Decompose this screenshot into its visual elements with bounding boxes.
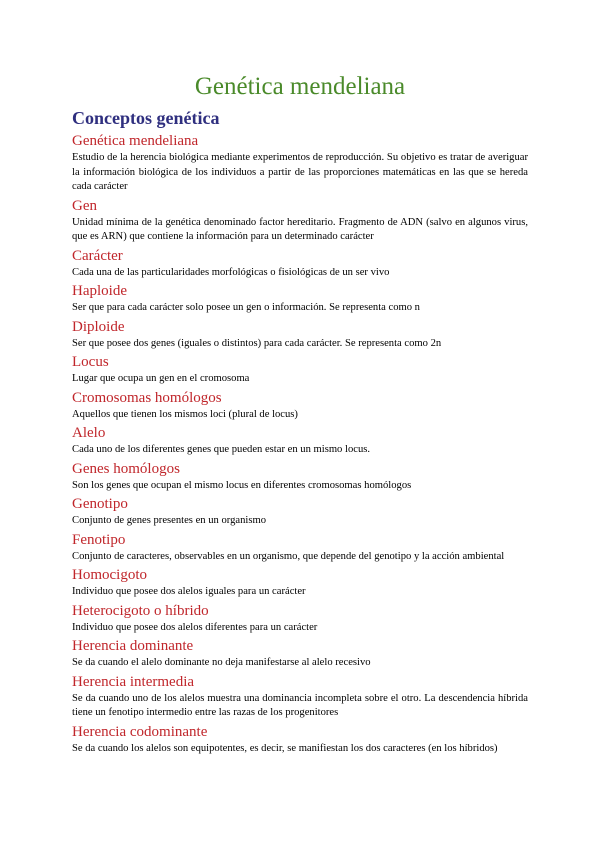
entry (72, 673, 528, 721)
term-heading: Genotipo (72, 496, 128, 512)
term-heading: Homocigoto (72, 567, 147, 583)
entry (72, 723, 528, 757)
term-definition: Cada uno de los diferentes genes que pueden estar en un mismo locus. (72, 444, 371, 455)
entry (72, 389, 528, 423)
term-definition: Individuo que posee dos alelos diferentes para un carácter (72, 621, 318, 633)
term-definition: Son los genes que ocupan el mismo locus en diferentes cromosomas homólogos (72, 479, 412, 491)
term-heading: Genes homólogos (72, 460, 180, 477)
entry (72, 531, 528, 565)
page-title: Genética mendeliana (194, 73, 406, 100)
document-page (72, 70, 528, 758)
entry (72, 197, 528, 245)
term-definition: Aquellos que tienen los mismos loci (plural de locus) (72, 408, 298, 420)
entry (72, 602, 528, 636)
entry (72, 495, 528, 529)
term-heading: Fenotipo (72, 531, 126, 548)
term-definition: Se da cuando el alelo dominante no deja manifestarse al alelo recesivo (72, 657, 371, 668)
term-heading: Gen (72, 197, 97, 214)
term-heading: Haploide (72, 283, 127, 299)
entry (72, 637, 528, 671)
term-definition: Cada una de las particularidades morfológicas o fisiológicas de un ser vivo (72, 266, 390, 278)
term-heading: Heterocigoto o híbrido (72, 602, 209, 619)
term-definition: Unidad mínima de la genética denominado factor hereditario. Fragmento de ADN (salvo en algunos virus, que es ARN) que contiene la información para un determinado carácter (72, 216, 528, 242)
term-definition: Conjunto de genes presentes en un organismo (72, 515, 266, 526)
entry (72, 247, 528, 281)
term-definition: Conjunto de caracteres, observables en un organismo, que depende del genotipo y la acción ambiental (72, 550, 505, 562)
term-definition: Estudio de la herencia biológica mediante experimentos de reproducción. Su objetivo es tratar de averiguar la información biológica de los individuos a partir de las proporciones matemáticas en las que se hereda cada carácter (72, 152, 528, 192)
term-heading: Herencia codominante (72, 723, 208, 740)
entry (72, 132, 528, 195)
term-heading: Genética mendeliana (72, 133, 199, 149)
term-heading: Herencia dominante (72, 638, 194, 654)
term-heading: Herencia intermedia (72, 673, 195, 690)
section-heading: Conceptos genética (72, 108, 220, 128)
entry (72, 353, 528, 387)
term-definition: Individuo que posee dos alelos iguales para un carácter (72, 586, 306, 597)
term-heading: Diploide (72, 318, 125, 335)
term-heading: Cromosomas homólogos (72, 389, 222, 406)
term-definition: Ser que para cada carácter solo posee un gen o información. Se representa como n (72, 302, 420, 313)
term-definition: Ser que posee dos genes (iguales o distintos) para cada carácter. Se representa como 2n (72, 337, 442, 349)
term-heading: Alelo (72, 425, 106, 441)
term-heading: Carácter (72, 247, 123, 264)
term-definition: Se da cuando los alelos son equipotentes, es decir, se manifiestan los dos caracteres (en los híbridos) (72, 742, 498, 754)
term-heading: Locus (72, 354, 109, 370)
term-definition: Lugar que ocupa un gen en el cromosoma (72, 373, 250, 384)
entry (72, 282, 528, 316)
entry (72, 460, 528, 494)
entry (72, 424, 528, 458)
term-definition: Se da cuando uno de los alelos muestra una dominancia incompleta sobre el otro. La descendencia híbrida tiene un fenotipo intermedio entre las razas de los progenitores (72, 692, 528, 718)
entry (72, 566, 528, 600)
entry (72, 318, 528, 352)
